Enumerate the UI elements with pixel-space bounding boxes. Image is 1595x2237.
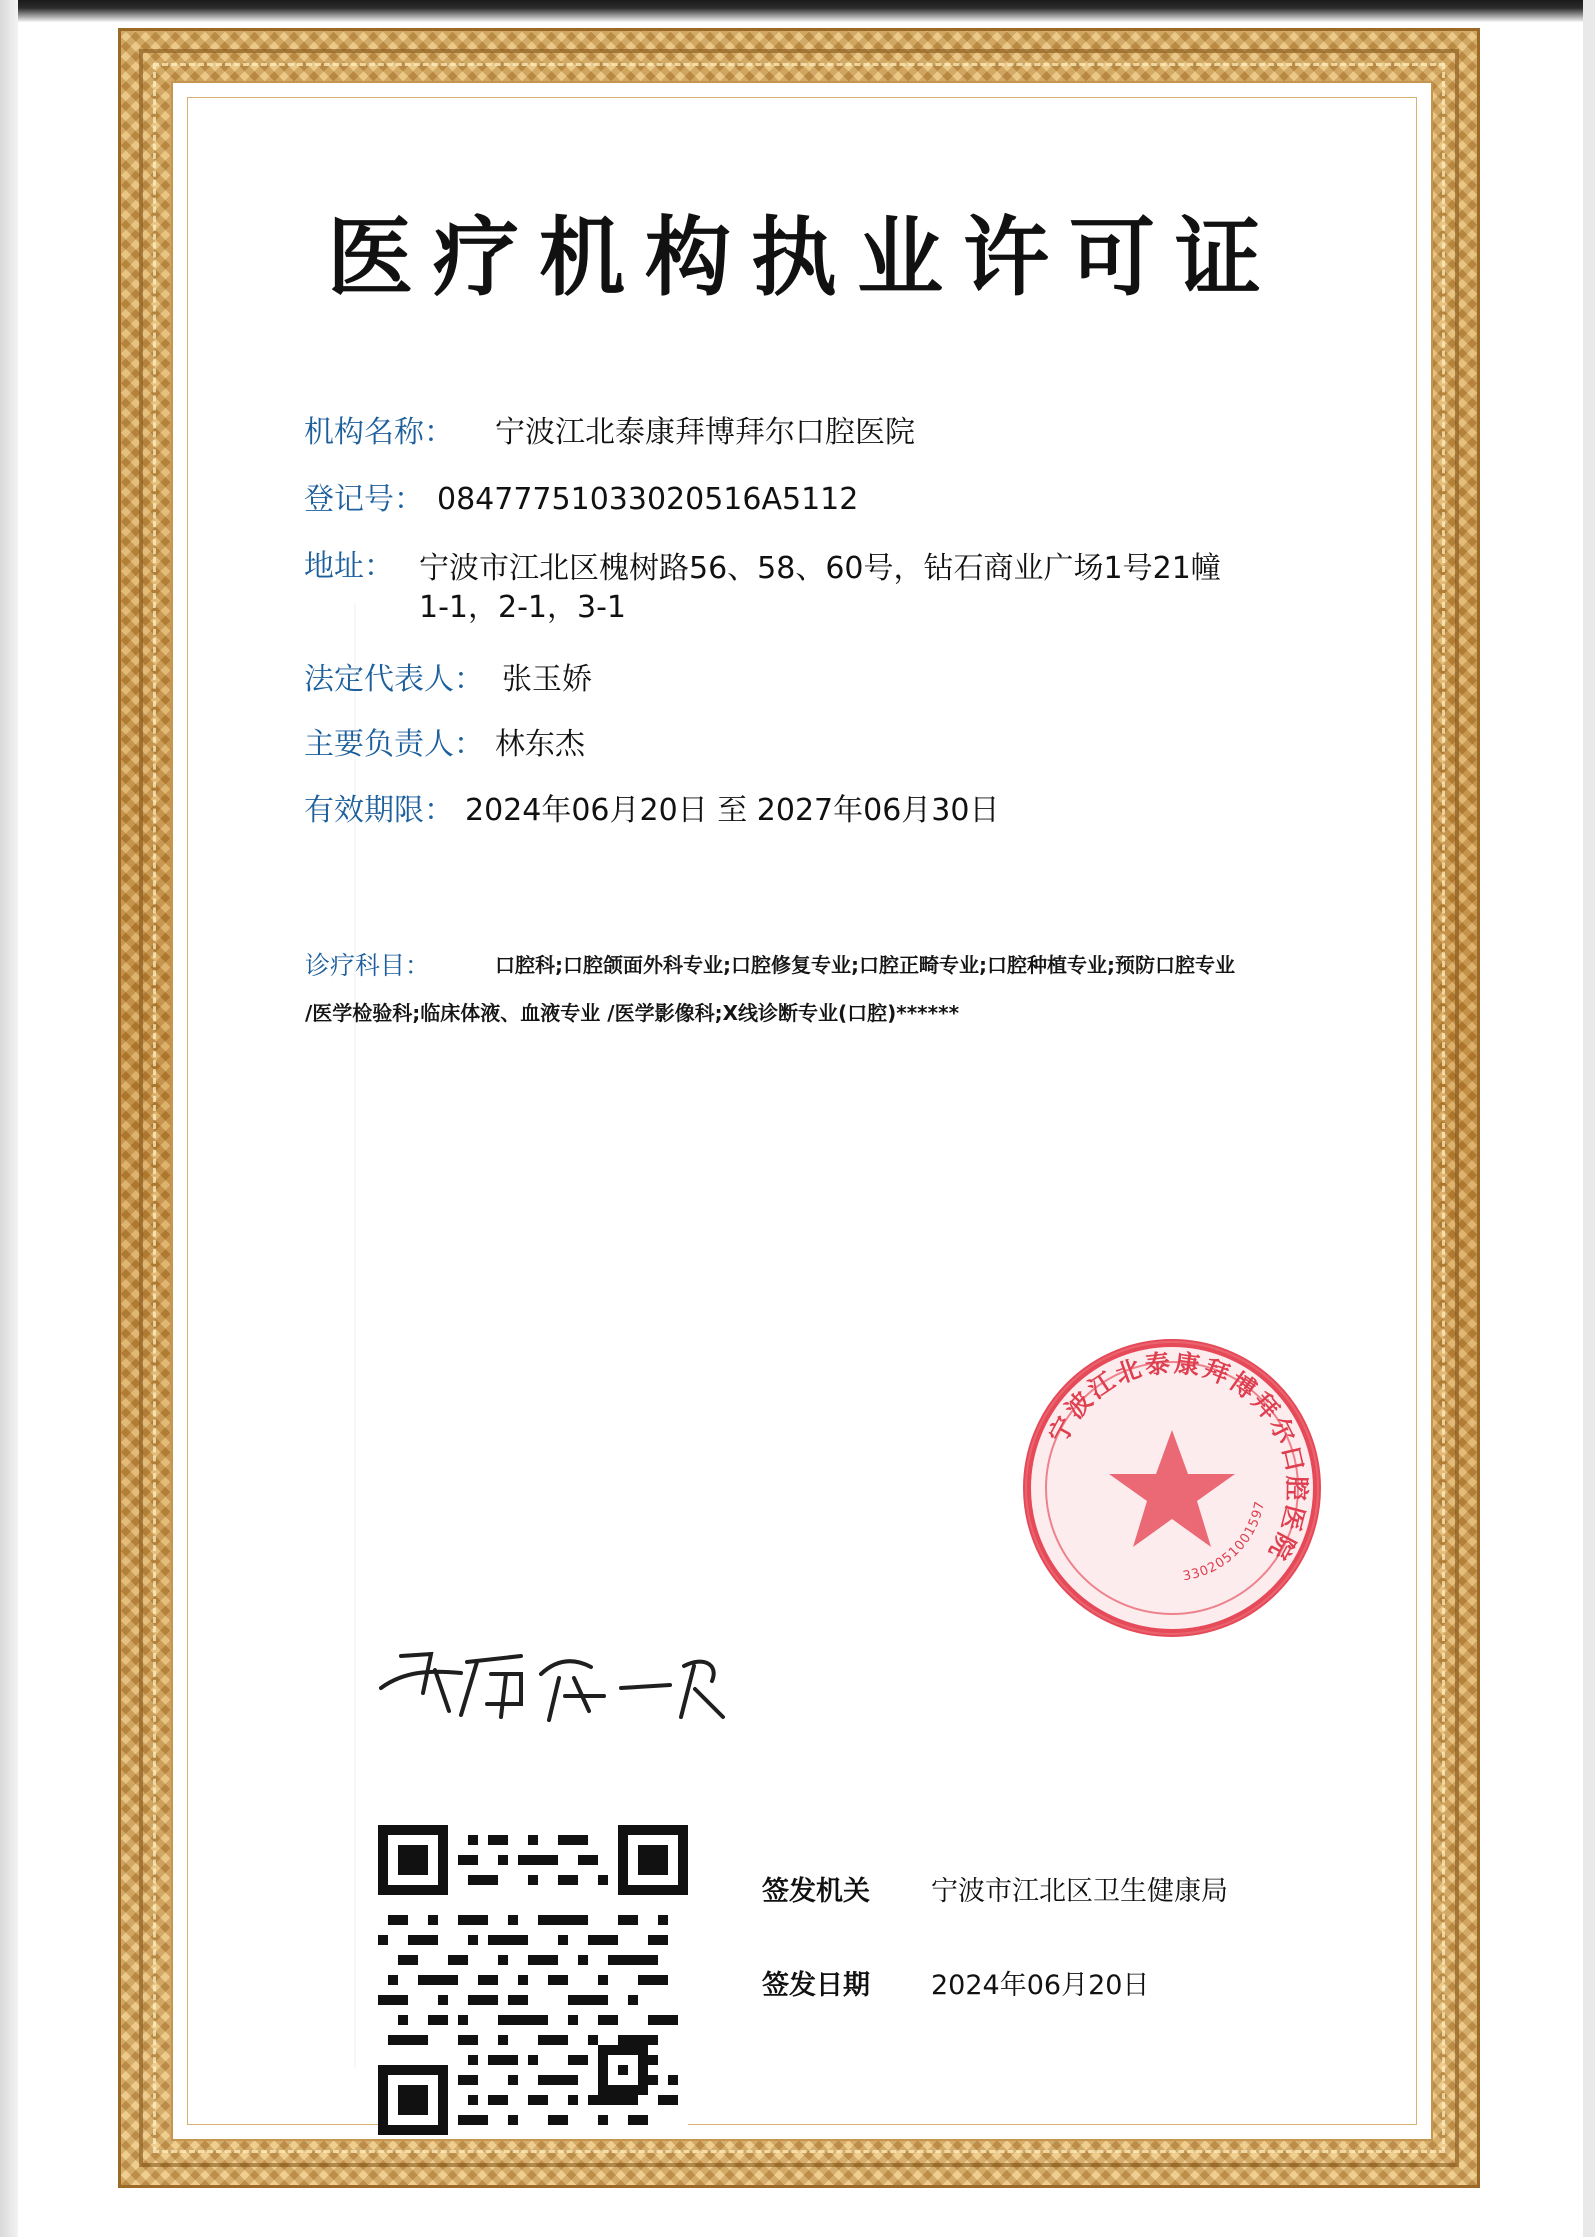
scan-top-edge bbox=[0, 0, 1595, 22]
certificate-frame bbox=[118, 28, 1480, 2188]
validity-value: 2024年06月20日 至 2027年06月30日 bbox=[465, 793, 1000, 828]
institution-name-value: 宁波江北泰康拜博拜尔口腔医院 bbox=[495, 415, 915, 450]
svg-text:3302051001597: 3302051001597 bbox=[1181, 1499, 1269, 1585]
address-value: 宁波市江北区槐树路56、58、60号，钻石商业广场1号21幢 1-1，2-1，3-1 bbox=[419, 551, 1221, 625]
validity-label: 有效期限： bbox=[304, 793, 454, 828]
registration-number-label: 登记号： bbox=[304, 482, 424, 517]
registration-number-value: 08477751033020516A5112 bbox=[437, 482, 859, 517]
clinical-scope-label: 诊疗科目： bbox=[305, 951, 431, 980]
issue-date-value: 2024年06月20日 bbox=[931, 1970, 1150, 2001]
issuing-authority-value: 宁波市江北区卫生健康局 bbox=[931, 1876, 1228, 1907]
issue-date-label: 签发日期 bbox=[762, 1970, 870, 2001]
scan-vertical-mark bbox=[354, 603, 356, 2068]
clinical-scope-line-2: /医学检验科;临床体液、血液专业 /医学影像科;X线诊断专业(口腔)****** bbox=[305, 1001, 960, 1025]
certificate-title: 医疗机构执业许可证 bbox=[327, 208, 1281, 308]
official-red-seal bbox=[1010, 1326, 1335, 1651]
certificate-inner-panel bbox=[171, 81, 1433, 2141]
legal-representative-label: 法定代表人： bbox=[304, 662, 484, 697]
qr-code-icon bbox=[378, 1825, 688, 2135]
scan-right-edge bbox=[1583, 0, 1595, 2237]
clinical-scope-line-1: 口腔科;口腔颌面外科专业;口腔修复专业;口腔正畸专业;口腔种植专业;预防口腔专业 bbox=[495, 953, 1235, 977]
principal-person-value: 林东杰 bbox=[495, 727, 585, 762]
svg-text:宁波江北泰康拜博拜尔口腔医院: 宁波江北泰康拜博拜尔口腔医院 bbox=[1043, 1348, 1312, 1567]
handwritten-signature bbox=[369, 1616, 729, 1726]
address-label: 地址： bbox=[304, 549, 394, 584]
scan-left-edge bbox=[0, 0, 18, 2237]
institution-name-label: 机构名称： bbox=[304, 415, 454, 450]
principal-person-label: 主要负责人： bbox=[304, 727, 484, 762]
certificate-inner-rule bbox=[187, 97, 1417, 2125]
legal-representative-value: 张玉娇 bbox=[502, 662, 592, 697]
issuing-authority-label: 签发机关 bbox=[762, 1876, 870, 1907]
